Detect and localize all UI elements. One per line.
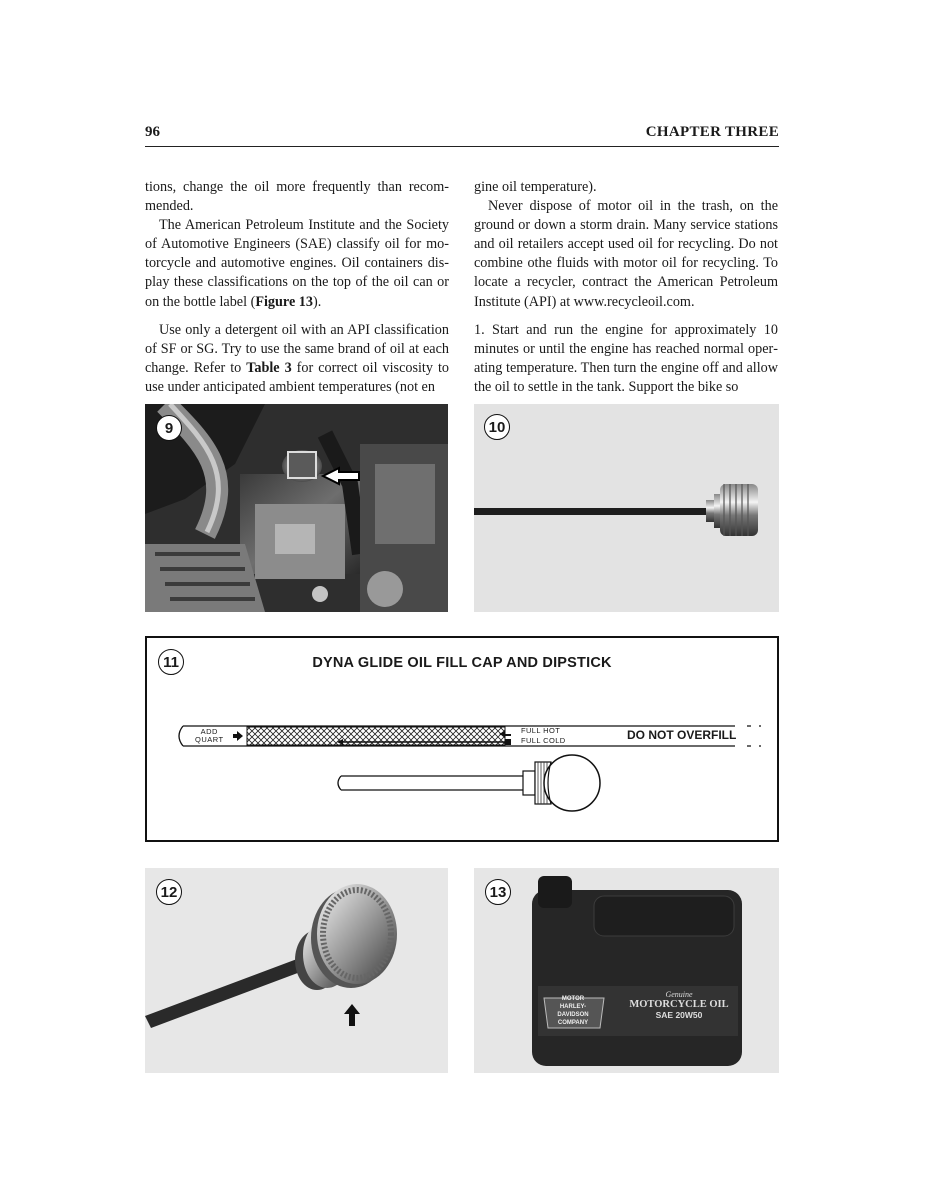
paragraph: [145, 216, 449, 311]
add-quart-label: [195, 728, 224, 744]
paragraph: gine oil temperature).: [474, 179, 597, 195]
page-header: [145, 124, 779, 147]
do-not-overfill-warning: DO NOT OVERFILL: [627, 728, 737, 742]
diagram-title: DYNA GLIDE OIL FILL CAP AND DIPSTICK: [312, 655, 612, 671]
figure-10-photo: [474, 404, 779, 612]
figure-number-badge: 9: [156, 415, 182, 441]
paragraph: [145, 321, 449, 397]
figure-number-badge: 12: [156, 879, 182, 905]
brand-line: HARLEY-DAVIDSON: [557, 1004, 589, 1018]
dipstick-cap-illustration: [474, 404, 779, 612]
figure-9-photo: [145, 404, 448, 612]
figure-13-photo: [474, 868, 779, 1073]
product-name: MOTORCYCLE OIL: [629, 999, 729, 1010]
quart-label: QUART: [195, 735, 224, 744]
add-label: ADD: [200, 727, 218, 736]
dipstick-closeup-illustration: [145, 868, 448, 1073]
left-text-column: [145, 178, 449, 397]
bottle-product-label: [619, 990, 739, 1020]
page-number: 96: [145, 124, 160, 140]
paragraph-text: The American Petroleum Institute and the Society of Automotive Engineers (SAE) classify oil for motorcycle and automotive engines. Oil containers display these classifications on the top of the oil can or on the bottle label (: [145, 217, 449, 310]
engine-oil-tank-illustration: [145, 404, 448, 612]
figure-number-badge: 11: [158, 649, 184, 675]
full-hot-label: FULL HOT: [521, 726, 561, 735]
figure-11-diagram: [145, 636, 779, 842]
paragraph-text: ).: [313, 293, 322, 310]
figure-reference: Figure 13: [255, 293, 313, 310]
brand-line: MOTOR: [561, 996, 585, 1002]
brand-line: COMPANY: [557, 1020, 589, 1026]
chapter-title: CHAPTER THREE: [645, 124, 779, 140]
paragraph: Never dispose of motor oil in the trash, on the ground or down a storm drain. Many service stations and oil retailers accept used oil for recycling. Do not combine othe fluids with motor oil for recycling. To locate a recycler, contract the American Petroleum Institute (API) at www.recycleoil.com.: [474, 198, 778, 310]
numbered-step: 1. Start and run the engine for approximately 10 minutes or until the engine has reached normal operating temperature. Then turn the engine off and allow the oil to settle in the tank. Support the bike so: [474, 321, 778, 395]
bottle-brand-logo: [545, 995, 601, 1027]
paragraph-text: for correct oil viscosity to use under anticipated ambient temperatures (not en: [145, 359, 449, 395]
paragraph: tions, change the oil more frequently than recommended.: [145, 179, 449, 215]
oil-bottle-illustration: [474, 868, 779, 1073]
paragraph-text: Use only a detergent oil with an API classification of SF or SG. Try to use the same brand of oil at each change. Refer to: [145, 321, 449, 376]
oil-grade: SAE 20W50: [655, 1010, 703, 1020]
figure-12-photo: [145, 868, 448, 1073]
figure-number-badge: 10: [484, 414, 510, 440]
figure-number-badge: 13: [485, 879, 511, 905]
right-text-column: [474, 178, 778, 397]
full-level-labels: [521, 726, 566, 746]
full-cold-label: FULL COLD: [521, 736, 566, 745]
table-reference: Table 3: [246, 359, 292, 376]
product-top-text: Genuine: [665, 990, 693, 999]
